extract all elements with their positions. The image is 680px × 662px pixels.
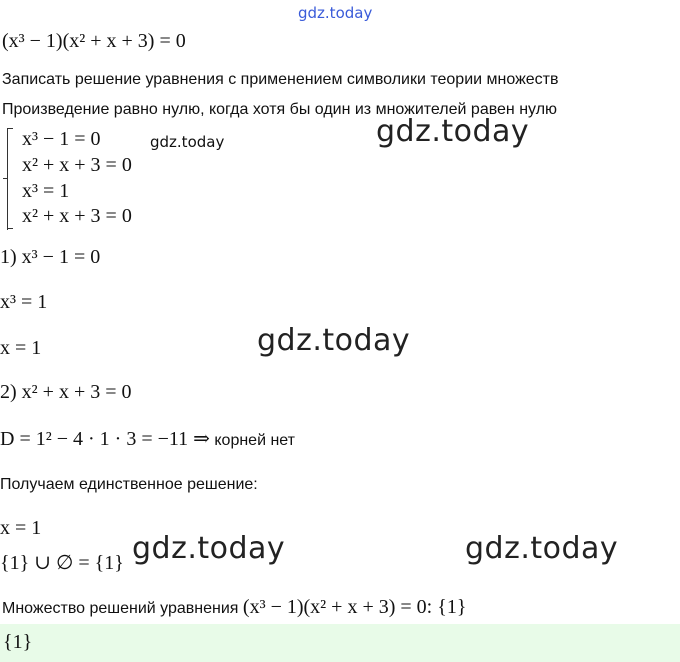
system-line-2: x² + x + 3 = 0 [22,154,132,176]
system-line-3: x³ = 1 [22,180,70,202]
step1-line3: x = 1 [0,337,42,359]
system-bracket-top [7,128,13,129]
answer-box [0,624,680,662]
main-equation: (x³ − 1)(x² + x + 3) = 0 [2,30,186,52]
watermark-bottom-left: gdz.today [132,531,286,566]
answer-value: {1} [3,631,33,653]
result-heading: Получаем единственное решение: [0,476,258,493]
step1-equation: 1) x³ − 1 = 0 [0,246,101,268]
system-bracket-mid [3,178,8,179]
discriminant-line: D = 1² − 4 · 1 · 3 = −11 ⇒ корней нет [0,428,295,450]
system-bracket-bottom [7,228,13,229]
watermark-mid: gdz.today [257,323,411,358]
result-union: {1} ∪ ∅ = {1} [0,552,124,574]
step2-equation: 2) x² + x + 3 = 0 [0,381,132,403]
instruction-text: Записать решение уравнения с применением символики теории множеств [2,71,559,88]
solution-set-line: Множество решений уравнения (x³ − 1)(x² + x + 3) = 0: {1} [2,596,467,618]
step1-line2: x³ = 1 [0,291,48,313]
watermark-small: gdz.today [150,133,225,151]
product-rule-text: Произведение равно нулю, когда хотя бы один из множителей равен нулю [2,101,558,118]
watermark-system: gdz.today [376,114,530,149]
result-x: x = 1 [0,517,42,539]
system-bracket [7,128,8,230]
watermark-bottom-right: gdz.today [465,531,619,566]
system-line-4: x² + x + 3 = 0 [22,205,132,227]
system-line-1: x³ − 1 = 0 [22,128,101,150]
watermark-top: gdz.today [298,4,373,22]
